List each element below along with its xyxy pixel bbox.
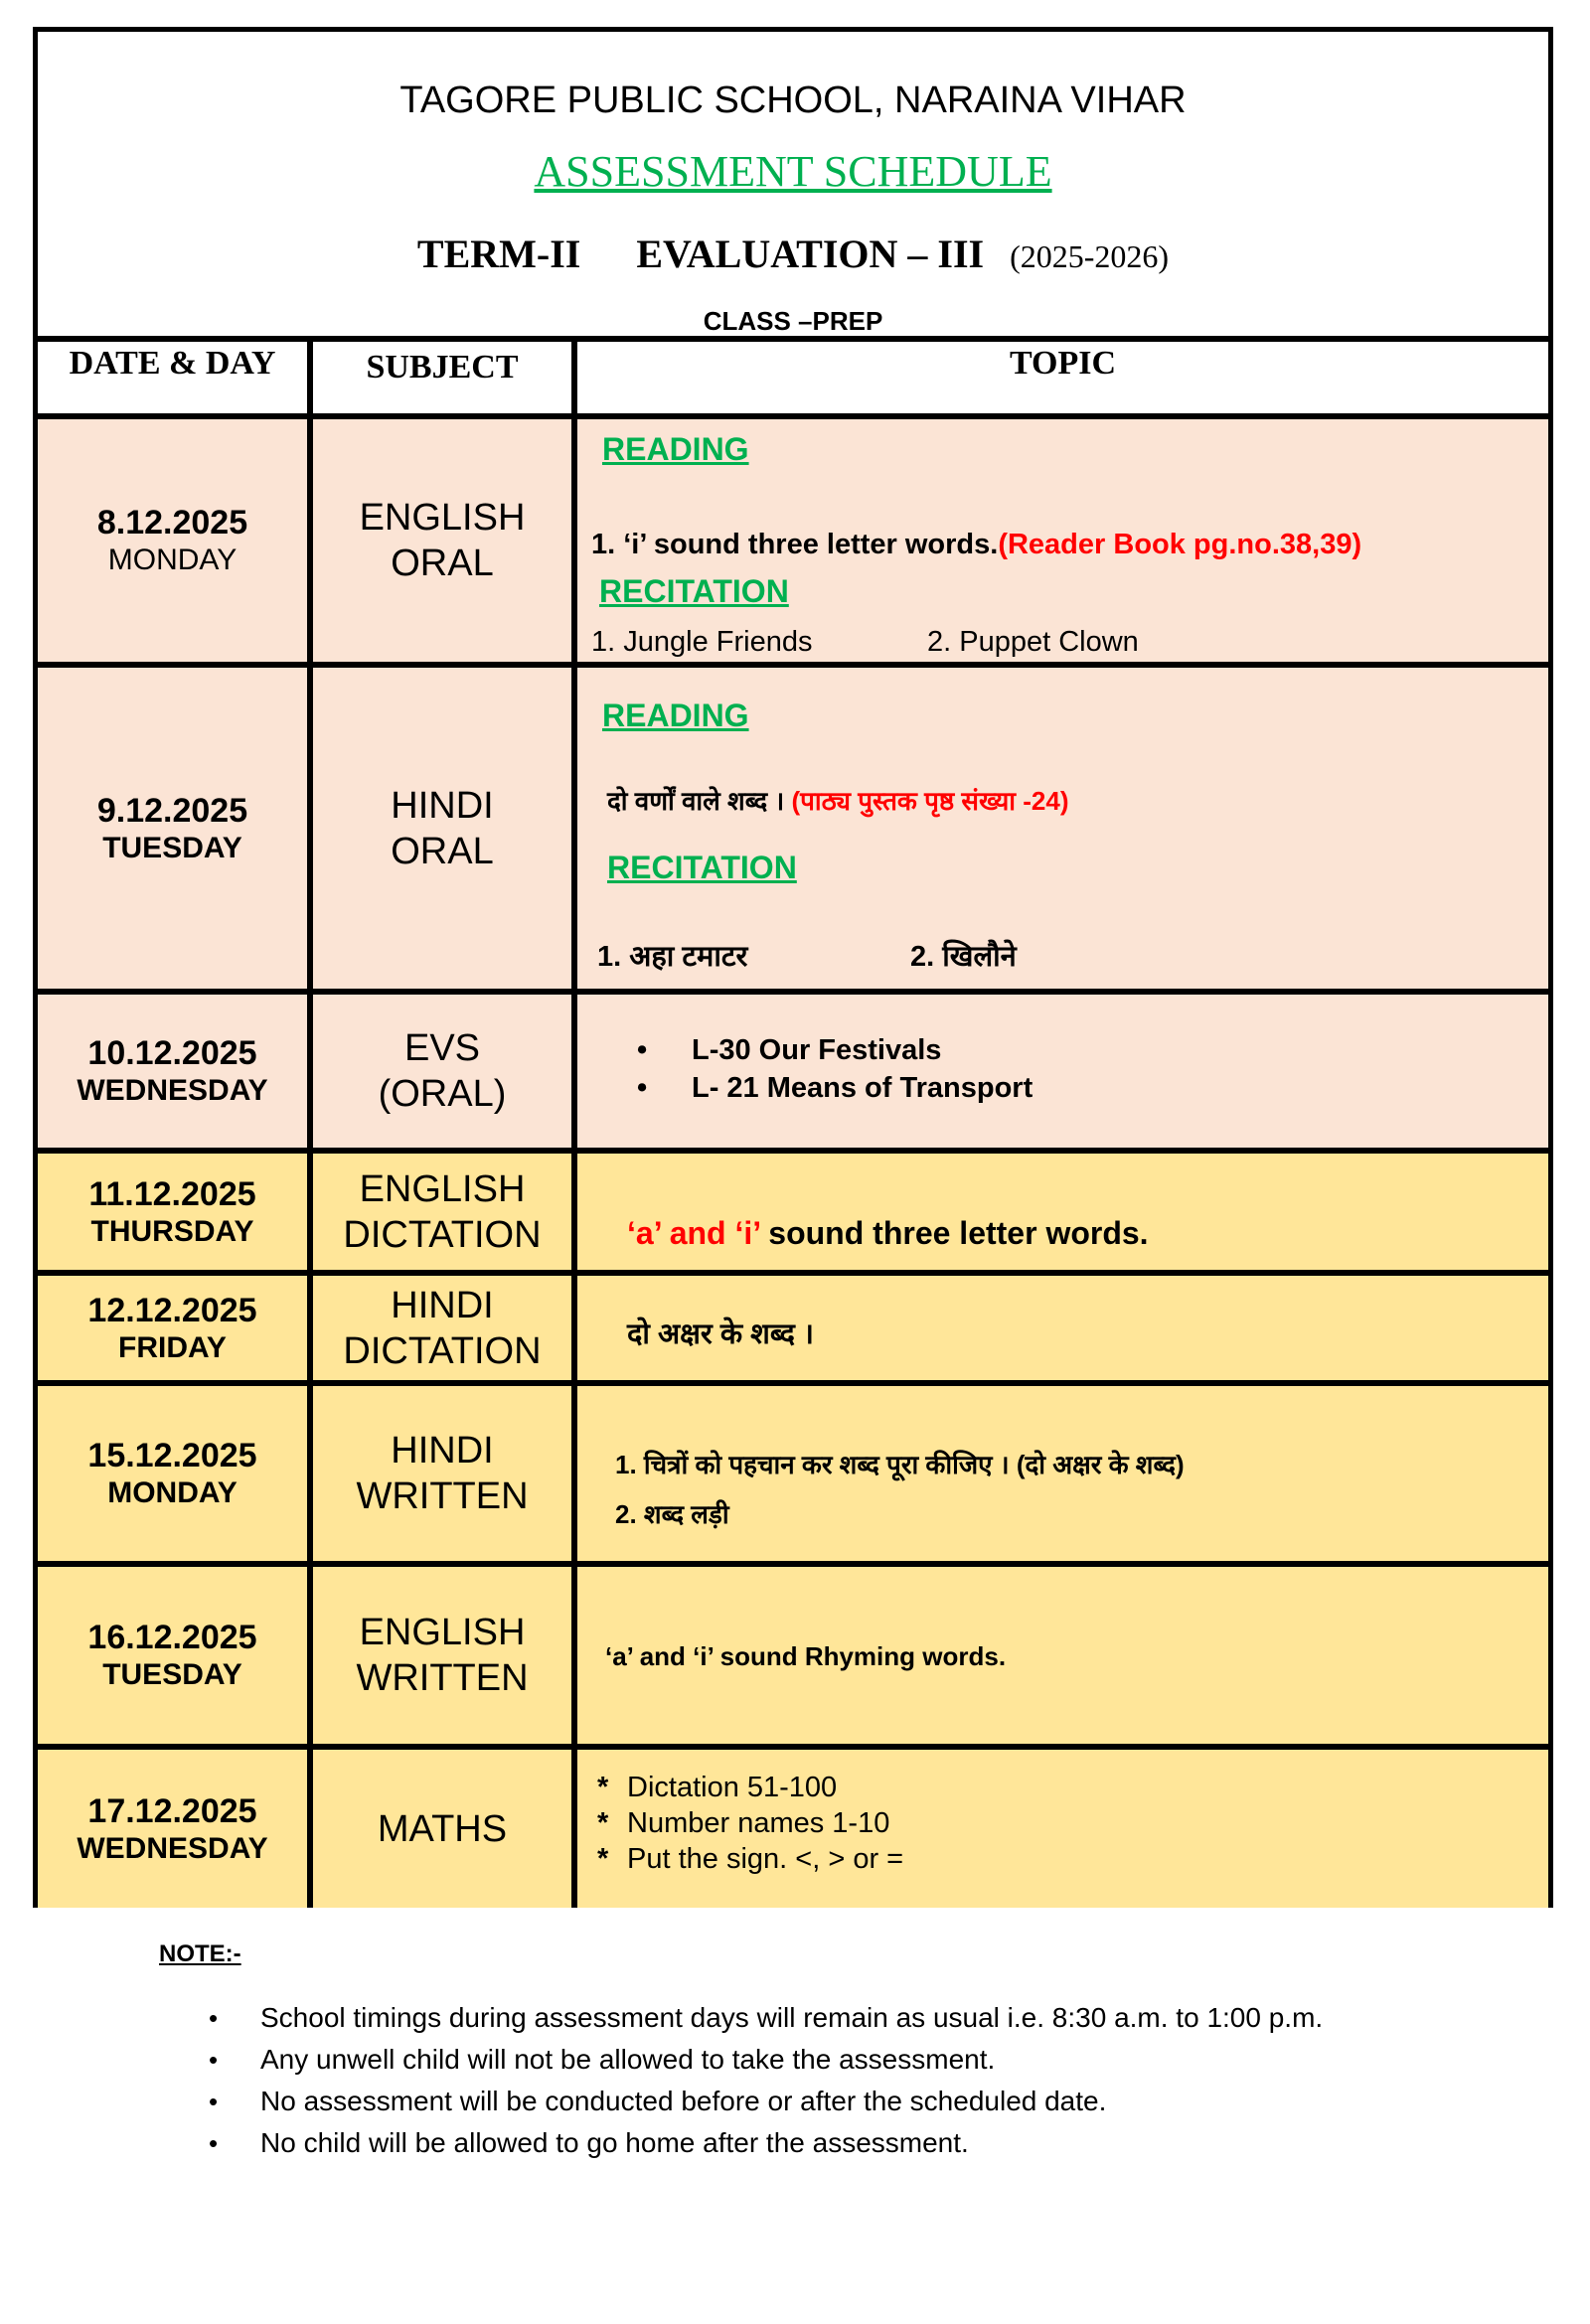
date: 15.12.2025 bbox=[87, 1437, 257, 1474]
day: TUESDAY bbox=[102, 1658, 242, 1691]
subject: EVS bbox=[403, 1027, 481, 1069]
topic-text: ‘a’ and ‘i’ sound three letter words. bbox=[627, 1215, 1149, 1251]
topic bbox=[577, 1154, 1548, 1270]
table-row bbox=[38, 419, 1548, 668]
reading-label: READING bbox=[602, 431, 749, 467]
subject: ENGLISH bbox=[359, 1612, 526, 1653]
recitation-item: 1. Jungle Friends bbox=[591, 626, 813, 658]
bullet-icon: • bbox=[209, 2003, 219, 2033]
subject: ENGLISH bbox=[359, 497, 526, 539]
date: 10.12.2025 bbox=[87, 1034, 257, 1072]
asterisk-icon: * bbox=[597, 1843, 609, 1875]
note-item: • Any unwell child will not be allowed to take the assessment. bbox=[209, 2039, 1323, 2081]
subject: DICTATION bbox=[343, 1213, 542, 1256]
note-item: • No child will be allowed to go home after the assessment. bbox=[209, 2122, 1323, 2164]
session: (2025-2026) bbox=[1010, 238, 1170, 274]
date: 8.12.2025 bbox=[96, 504, 248, 542]
date: 12.12.2025 bbox=[87, 1291, 257, 1329]
table-row bbox=[38, 1276, 1548, 1386]
subject: WRITTEN bbox=[356, 1475, 529, 1517]
date: 16.12.2025 bbox=[87, 1619, 257, 1656]
topic-item: Put the sign. <, > or = bbox=[627, 1843, 904, 1875]
topic-text: दो अक्षर के शब्द । bbox=[627, 1318, 814, 1350]
bullet-icon: • bbox=[637, 1034, 648, 1066]
reading-text: 1. ‘i’ sound three letter words.(Reader Book pg.no.38,39) bbox=[591, 529, 1362, 560]
column-header-row bbox=[38, 337, 1548, 419]
subject: HINDI bbox=[391, 1430, 494, 1472]
bullet-icon: • bbox=[637, 1072, 648, 1104]
page-title: ASSESSMENT SCHEDULE bbox=[534, 147, 1052, 196]
day: THURSDAY bbox=[90, 1214, 254, 1248]
term: TERM-II bbox=[416, 232, 581, 276]
note-item: • No assessment will be conducted before or after the scheduled date. bbox=[209, 2081, 1323, 2122]
table-row bbox=[38, 1567, 1548, 1750]
topic-item: L- 21 Means of Transport bbox=[692, 1072, 1034, 1104]
col-subject: SUBJECT bbox=[313, 337, 577, 413]
subject: ORAL bbox=[391, 830, 494, 872]
subject: (ORAL) bbox=[378, 1073, 507, 1115]
subject: ENGLISH bbox=[359, 1167, 526, 1210]
subject: DICTATION bbox=[343, 1329, 542, 1372]
topic-item: 2. शब्द लड़ी bbox=[615, 1499, 729, 1529]
date: 17.12.2025 bbox=[87, 1791, 257, 1830]
subject: WRITTEN bbox=[356, 1657, 529, 1699]
topic bbox=[577, 995, 1548, 1148]
day: MONDAY bbox=[107, 1476, 238, 1509]
table-row bbox=[38, 1386, 1548, 1567]
date: 11.12.2025 bbox=[88, 1174, 256, 1213]
day: MONDAY bbox=[107, 543, 238, 576]
term-line bbox=[38, 231, 1548, 277]
table-row bbox=[38, 1154, 1548, 1276]
topic bbox=[577, 419, 1548, 662]
bullet-icon: • bbox=[209, 2087, 219, 2116]
subject: HINDI bbox=[391, 784, 494, 827]
bullet-icon: • bbox=[209, 2128, 219, 2158]
reading-label: READING bbox=[602, 697, 749, 733]
note-list bbox=[209, 1997, 1323, 2164]
day: TUESDAY bbox=[102, 831, 242, 864]
day: FRIDAY bbox=[118, 1330, 227, 1364]
subject: ORAL bbox=[391, 542, 494, 584]
table-row bbox=[38, 1750, 1548, 1908]
subject: HINDI bbox=[391, 1284, 494, 1326]
date: 9.12.2025 bbox=[96, 791, 248, 830]
evaluation: EVALUATION – III bbox=[636, 232, 985, 276]
topic-item: Number names 1-10 bbox=[627, 1807, 890, 1839]
recitation-item: 2. Puppet Clown bbox=[927, 626, 1139, 658]
reading-text: दो वर्णों वाले शब्द । (पाठ्य पुस्तक पृष्ठ संख्या -24) bbox=[607, 786, 1069, 816]
topic bbox=[577, 668, 1548, 989]
asterisk-icon: * bbox=[597, 1807, 609, 1839]
topic-item: 1. चित्रों को पहचान कर शब्द पूरा कीजिए । (दो अक्षर के शब्द) bbox=[615, 1450, 1185, 1479]
schedule-header bbox=[38, 32, 1548, 342]
schedule-table bbox=[33, 27, 1553, 1908]
topic bbox=[577, 1386, 1548, 1561]
recitation-label: RECITATION bbox=[599, 573, 789, 609]
asterisk-icon: * bbox=[597, 1772, 609, 1803]
school-name: TAGORE PUBLIC SCHOOL, NARAINA VIHAR bbox=[399, 79, 1187, 121]
col-date: DATE & DAY bbox=[38, 337, 313, 413]
bullet-icon: • bbox=[209, 2045, 219, 2075]
recitation-item: 1. अहा टमाटर bbox=[597, 941, 748, 973]
table-row bbox=[38, 995, 1548, 1154]
topic-item: L-30 Our Festivals bbox=[692, 1034, 942, 1066]
note-label: NOTE:- bbox=[159, 1940, 241, 1967]
topic bbox=[577, 1276, 1548, 1380]
topic-text: ‘a’ and ‘i’ sound Rhyming words. bbox=[605, 1641, 1007, 1671]
topic-item: Dictation 51-100 bbox=[627, 1772, 838, 1803]
topic bbox=[577, 1750, 1548, 1908]
recitation-item: 2. खिलौने bbox=[910, 941, 1017, 973]
note-item: • School timings during assessment days will remain as usual i.e. 8:30 a.m. to 1:00 p.m. bbox=[209, 1997, 1323, 2039]
col-topic: TOPIC bbox=[1009, 345, 1117, 382]
subject: MATHS bbox=[377, 1807, 508, 1850]
topic bbox=[577, 1567, 1548, 1744]
day: WEDNESDAY bbox=[77, 1831, 268, 1865]
table-row bbox=[38, 668, 1548, 995]
recitation-label: RECITATION bbox=[607, 850, 797, 885]
day: WEDNESDAY bbox=[77, 1074, 268, 1107]
class-label: CLASS –PREP bbox=[703, 306, 883, 336]
